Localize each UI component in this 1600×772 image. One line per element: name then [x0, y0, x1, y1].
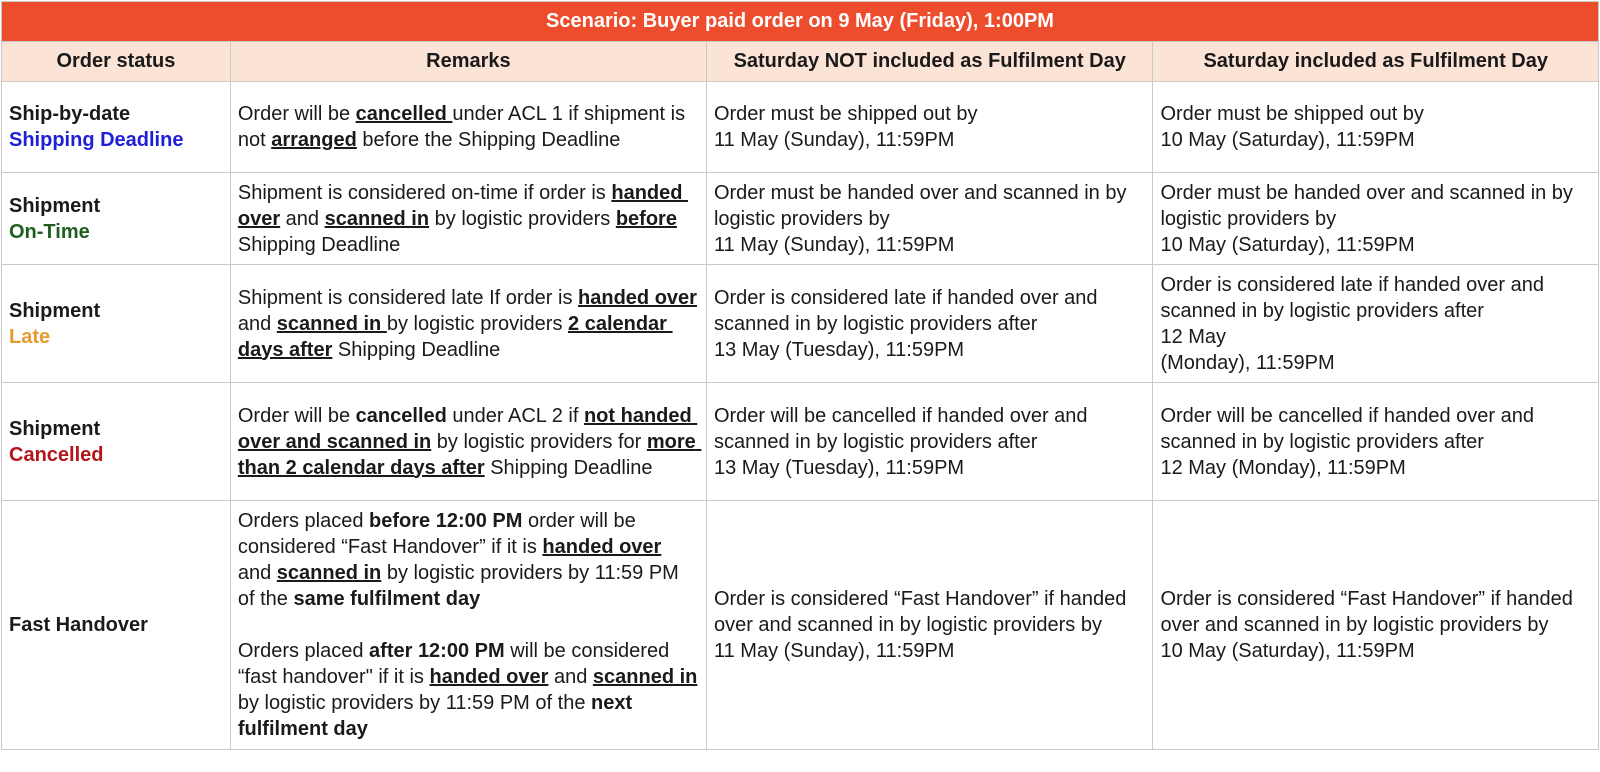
rule-text: Order must be handed over and scanned in by logistic providers by [1160, 181, 1573, 230]
remarks-cell [230, 173, 706, 265]
remarks-emphasis: handed over [542, 536, 662, 558]
table-body [2, 82, 1599, 750]
scenario-row [2, 2, 1599, 42]
remarks-cell [230, 82, 706, 173]
deadline-text: 10 May (Saturday), 11:59PM [1160, 640, 1415, 662]
remarks-cell [230, 265, 706, 383]
deadline-text: 10 May (Saturday), 11:59PM [1160, 233, 1415, 256]
remarks-text: will be considered “fast handover" if it is [237, 640, 675, 688]
col-header-remarks: Remarks [230, 42, 706, 82]
remarks-text: and [548, 666, 593, 688]
remarks-emphasis: more than 2 calendar days after [237, 430, 702, 479]
deadline-text: 10 May (Saturday), 11:59PM [1160, 129, 1415, 151]
remarks-emphasis: scanned in [276, 312, 387, 335]
remarks-text: by logistic providers by 11:59 PM of the [237, 666, 703, 714]
remarks-emphasis: scanned in [324, 207, 430, 230]
saturday-not-included-cell [706, 501, 1152, 750]
remarks-paragraph [237, 403, 702, 481]
saturday-included-cell [1153, 383, 1599, 501]
remarks-emphasis: handed over [429, 666, 549, 688]
saturday-not-included-cell [706, 82, 1152, 173]
remarks-emphasis: handed over [237, 181, 689, 230]
saturday-included-cell [1153, 265, 1599, 383]
rule-text: Order will be cancelled if handed over and scanned in by logistic providers after [1160, 404, 1535, 453]
remarks-emphasis: scanned in [276, 562, 382, 584]
remarks-paragraph [238, 101, 699, 153]
remarks-emphasis: arranged [271, 129, 357, 151]
remarks-emphasis: before 12:00 PM [369, 510, 523, 532]
remarks-emphasis: before [615, 207, 677, 230]
remarks-text: Shipping Deadline [484, 456, 653, 479]
remarks-emphasis: scanned in [592, 666, 698, 688]
col-header-order-status: Order status [2, 42, 231, 82]
col-header-saturday-not-included: Saturday NOT included as Fulfilment Day [706, 42, 1152, 82]
remarks-emphasis: cancelled [355, 404, 447, 427]
saturday-included-cell [1153, 82, 1599, 173]
deadline-text: 11 May (Sunday), 11:59PM [713, 233, 955, 256]
table-row [2, 501, 1599, 750]
saturday-included-cell [1153, 501, 1599, 750]
status-title: Shipment [9, 194, 101, 217]
saturday-included-cell [1153, 173, 1599, 265]
remarks-paragraph [238, 180, 699, 258]
remarks-emphasis: handed over [578, 286, 697, 309]
table-row [2, 265, 1599, 383]
order-status-cell [2, 383, 231, 501]
table-row [2, 173, 1599, 265]
status-title: Shipment [9, 417, 101, 440]
remarks-cell [230, 501, 706, 750]
rule-text: Order is considered “Fast Handover” if handed over and scanned in by logistic providers by [713, 588, 1127, 636]
remarks-text: before the Shipping Deadline [356, 129, 621, 151]
status-title: Ship-by-date [9, 103, 131, 125]
saturday-not-included-cell [706, 383, 1152, 501]
paragraph-gap [238, 612, 699, 638]
rule-text: Order must be shipped out by [713, 103, 978, 125]
rule-text: Order must be handed over and scanned in by logistic providers by [713, 181, 1127, 230]
col-header-saturday-included: Saturday included as Fulfilment Day [1153, 42, 1599, 82]
remarks-emphasis: same fulfilment day [293, 588, 481, 610]
scenario-banner: Scenario: Buyer paid order on 9 May (Friday), 1:00PM [2, 2, 1599, 42]
table-row [2, 383, 1599, 501]
saturday-not-included-cell [706, 173, 1152, 265]
remarks-text: Order will be [237, 404, 356, 427]
deadline-text: (Monday), 11:59PM [1160, 351, 1335, 374]
rule-text: Order is considered late if handed over and scanned in by logistic providers after [713, 286, 1098, 335]
remarks-emphasis: cancelled [355, 103, 453, 125]
rule-text: Order will be cancelled if handed over and scanned in by logistic providers after [713, 404, 1088, 453]
remarks-text: Shipping Deadline [237, 207, 683, 256]
remarks-text: order will be considered “Fast Handover” if it is [237, 510, 642, 558]
status-title: Fast Handover [9, 614, 148, 636]
rule-text: Order is considered “Fast Handover” if handed over and scanned in by logistic providers by [1160, 588, 1573, 636]
status-title: Shipment [9, 299, 101, 322]
saturday-not-included-cell [706, 265, 1152, 383]
table-row [2, 82, 1599, 173]
remarks-text: Order will be [237, 103, 356, 125]
remarks-text: Orders placed [237, 640, 370, 662]
remarks-paragraph [238, 508, 699, 612]
order-status-cell [2, 173, 231, 265]
order-status-cell [2, 265, 231, 383]
remarks-cell [230, 383, 706, 501]
deadline-text: 11 May (Sunday), 11:59PM [713, 640, 955, 662]
order-status-cell [2, 501, 231, 750]
rule-text: Order must be shipped out by [1160, 103, 1424, 125]
remarks-text: Shipment is considered late If order is [237, 286, 579, 309]
column-header-row [2, 42, 1599, 82]
deadline-text: 12 May (Monday), 11:59PM [1160, 456, 1406, 479]
status-label: Late [9, 325, 51, 348]
status-label: On-Time [9, 220, 90, 243]
deadline-text: 12 May [1160, 325, 1227, 348]
remarks-text: and [237, 536, 667, 584]
remarks-text: by logistic providers by 11:59 PM of the [237, 562, 685, 610]
remarks-text: under ACL 2 if [446, 404, 584, 427]
remarks-text: by logistic providers [386, 312, 569, 335]
remarks-text: by logistic providers [429, 207, 616, 230]
remarks-emphasis: 2 calendar days after [237, 312, 673, 361]
remarks-text: and [237, 286, 703, 335]
remarks-text: Shipping Deadline [332, 338, 501, 361]
remarks-emphasis: after 12:00 PM [369, 640, 505, 662]
status-label: Cancelled [9, 443, 104, 466]
rule-text: Order is considered late if handed over and scanned in by logistic providers after [1160, 273, 1545, 322]
remarks-paragraph [237, 638, 703, 742]
order-status-cell [2, 82, 231, 173]
deadline-text: 13 May (Tuesday), 11:59PM [713, 456, 965, 479]
remarks-emphasis: not handed over and scanned in [237, 404, 698, 453]
deadline-text: 11 May (Sunday), 11:59PM [713, 129, 955, 151]
remarks-paragraph [237, 285, 703, 363]
remarks-text: Orders placed [237, 510, 370, 532]
remarks-text: under ACL 1 if shipment is not [237, 103, 691, 151]
fulfilment-table [1, 1, 1599, 750]
deadline-text: 13 May (Tuesday), 11:59PM [713, 338, 965, 361]
remarks-text: and [280, 207, 325, 230]
remarks-text: Shipment is considered on-time if order is [237, 181, 612, 204]
status-label: Shipping Deadline [9, 129, 184, 151]
remarks-text: by logistic providers for [431, 430, 647, 453]
remarks-emphasis: next fulfilment day [237, 692, 638, 740]
